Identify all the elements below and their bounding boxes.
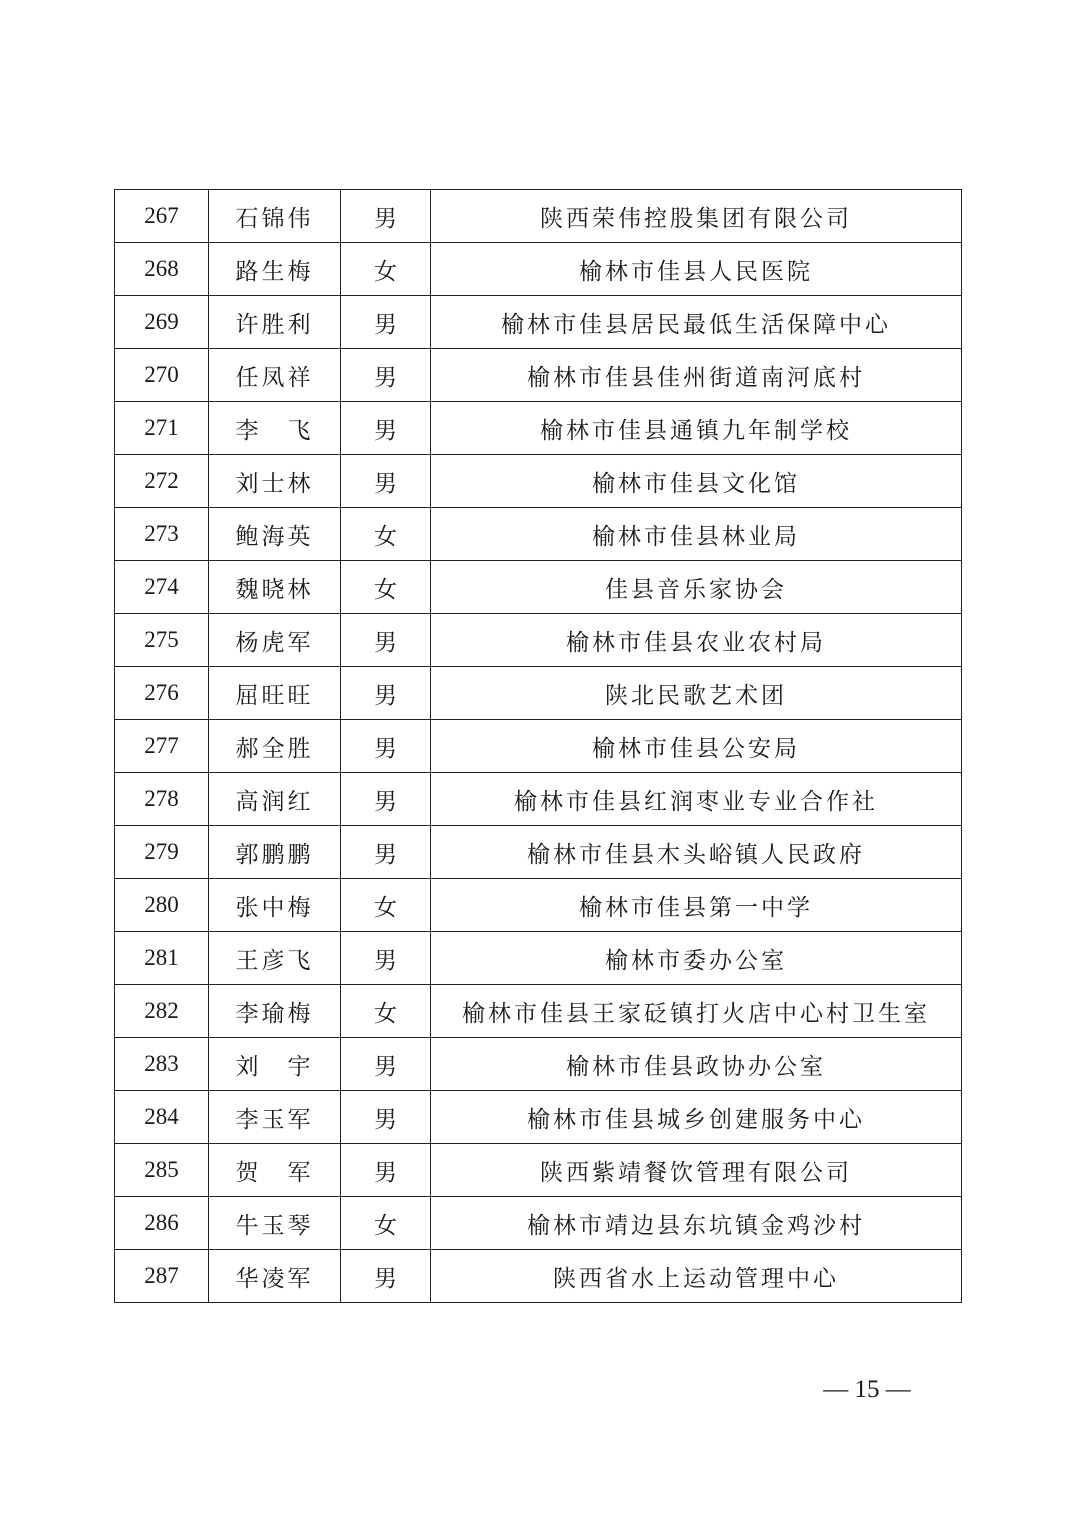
- roster-table: [114, 189, 962, 1303]
- organization-cell: 榆林市佳县第一中学: [431, 879, 962, 932]
- row-number-cell: 269: [115, 296, 209, 349]
- name-cell: 李瑜梅: [209, 985, 341, 1038]
- gender-cell: 男: [341, 296, 431, 349]
- name-cell: 刘 宇: [209, 1038, 341, 1091]
- name-cell: 刘士林: [209, 455, 341, 508]
- name-cell: 魏晓林: [209, 561, 341, 614]
- organization-cell: 榆林市佳县佳州街道南河底村: [431, 349, 962, 402]
- name-cell: 鲍海英: [209, 508, 341, 561]
- gender-cell: 男: [341, 190, 431, 243]
- row-number-cell: 279: [115, 826, 209, 879]
- table-row: [115, 932, 962, 985]
- table-row: [115, 667, 962, 720]
- gender-cell: 男: [341, 455, 431, 508]
- gender-cell: 男: [341, 932, 431, 985]
- gender-cell: 男: [341, 720, 431, 773]
- row-number-cell: 267: [115, 190, 209, 243]
- gender-cell: 男: [341, 826, 431, 879]
- name-cell: 华凌军: [209, 1250, 341, 1303]
- organization-cell: 榆林市佳县公安局: [431, 720, 962, 773]
- organization-cell: 陕西省水上运动管理中心: [431, 1250, 962, 1303]
- row-number-cell: 270: [115, 349, 209, 402]
- organization-cell: 榆林市佳县王家砭镇打火店中心村卫生室: [431, 985, 962, 1038]
- organization-cell: 榆林市佳县居民最低生活保障中心: [431, 296, 962, 349]
- organization-cell: 榆林市佳县文化馆: [431, 455, 962, 508]
- organization-cell: 榆林市佳县林业局: [431, 508, 962, 561]
- gender-cell: 女: [341, 561, 431, 614]
- row-number-cell: 274: [115, 561, 209, 614]
- name-cell: 张中梅: [209, 879, 341, 932]
- organization-cell: 陕北民歌艺术团: [431, 667, 962, 720]
- table-row: [115, 985, 962, 1038]
- organization-cell: 榆林市佳县通镇九年制学校: [431, 402, 962, 455]
- organization-cell: 榆林市佳县农业农村局: [431, 614, 962, 667]
- table-row: [115, 773, 962, 826]
- name-cell: 郝全胜: [209, 720, 341, 773]
- row-number-cell: 284: [115, 1091, 209, 1144]
- organization-cell: 榆林市委办公室: [431, 932, 962, 985]
- table-row: [115, 1091, 962, 1144]
- name-cell: 郭鹏鹏: [209, 826, 341, 879]
- gender-cell: 男: [341, 349, 431, 402]
- name-cell: 石锦伟: [209, 190, 341, 243]
- name-cell: 许胜利: [209, 296, 341, 349]
- row-number-cell: 268: [115, 243, 209, 296]
- row-number-cell: 272: [115, 455, 209, 508]
- row-number-cell: 278: [115, 773, 209, 826]
- gender-cell: 男: [341, 773, 431, 826]
- row-number-cell: 277: [115, 720, 209, 773]
- table-row: [115, 1144, 962, 1197]
- name-cell: 任凤祥: [209, 349, 341, 402]
- table-row: [115, 402, 962, 455]
- organization-cell: 榆林市佳县木头峪镇人民政府: [431, 826, 962, 879]
- name-cell: 贺 军: [209, 1144, 341, 1197]
- row-number-cell: 276: [115, 667, 209, 720]
- row-number-cell: 285: [115, 1144, 209, 1197]
- gender-cell: 男: [341, 614, 431, 667]
- organization-cell: 榆林市靖边县东坑镇金鸡沙村: [431, 1197, 962, 1250]
- table-row: [115, 879, 962, 932]
- name-cell: 杨虎军: [209, 614, 341, 667]
- row-number-cell: 282: [115, 985, 209, 1038]
- name-cell: 高润红: [209, 773, 341, 826]
- row-number-cell: 273: [115, 508, 209, 561]
- row-number-cell: 275: [115, 614, 209, 667]
- organization-cell: 陕西荣伟控股集团有限公司: [431, 190, 962, 243]
- organization-cell: 榆林市佳县政协办公室: [431, 1038, 962, 1091]
- table-row: [115, 1038, 962, 1091]
- table-row: [115, 243, 962, 296]
- table-row: [115, 826, 962, 879]
- organization-cell: 榆林市佳县红润枣业专业合作社: [431, 773, 962, 826]
- name-cell: 牛玉琴: [209, 1197, 341, 1250]
- name-cell: 李玉军: [209, 1091, 341, 1144]
- gender-cell: 男: [341, 1144, 431, 1197]
- gender-cell: 女: [341, 508, 431, 561]
- row-number-cell: 280: [115, 879, 209, 932]
- gender-cell: 女: [341, 1197, 431, 1250]
- organization-cell: 榆林市佳县人民医院: [431, 243, 962, 296]
- gender-cell: 男: [341, 667, 431, 720]
- table-row: [115, 190, 962, 243]
- row-number-cell: 271: [115, 402, 209, 455]
- roster-table-body: [115, 190, 962, 1303]
- table-row: [115, 508, 962, 561]
- organization-cell: 佳县音乐家协会: [431, 561, 962, 614]
- gender-cell: 男: [341, 1038, 431, 1091]
- table-row: [115, 720, 962, 773]
- row-number-cell: 287: [115, 1250, 209, 1303]
- name-cell: 屈旺旺: [209, 667, 341, 720]
- name-cell: 李 飞: [209, 402, 341, 455]
- gender-cell: 男: [341, 402, 431, 455]
- name-cell: 王彦飞: [209, 932, 341, 985]
- organization-cell: 榆林市佳县城乡创建服务中心: [431, 1091, 962, 1144]
- name-cell: 路生梅: [209, 243, 341, 296]
- gender-cell: 女: [341, 243, 431, 296]
- table-row: [115, 349, 962, 402]
- table-row: [115, 296, 962, 349]
- gender-cell: 女: [341, 879, 431, 932]
- gender-cell: 女: [341, 985, 431, 1038]
- gender-cell: 男: [341, 1091, 431, 1144]
- organization-cell: 陕西紫靖餐饮管理有限公司: [431, 1144, 962, 1197]
- table-row: [115, 1197, 962, 1250]
- row-number-cell: 281: [115, 932, 209, 985]
- gender-cell: 男: [341, 1250, 431, 1303]
- page-number: — 15 —: [823, 1376, 911, 1403]
- row-number-cell: 286: [115, 1197, 209, 1250]
- table-row: [115, 614, 962, 667]
- table-row: [115, 561, 962, 614]
- table-row: [115, 455, 962, 508]
- row-number-cell: 283: [115, 1038, 209, 1091]
- table-row: [115, 1250, 962, 1303]
